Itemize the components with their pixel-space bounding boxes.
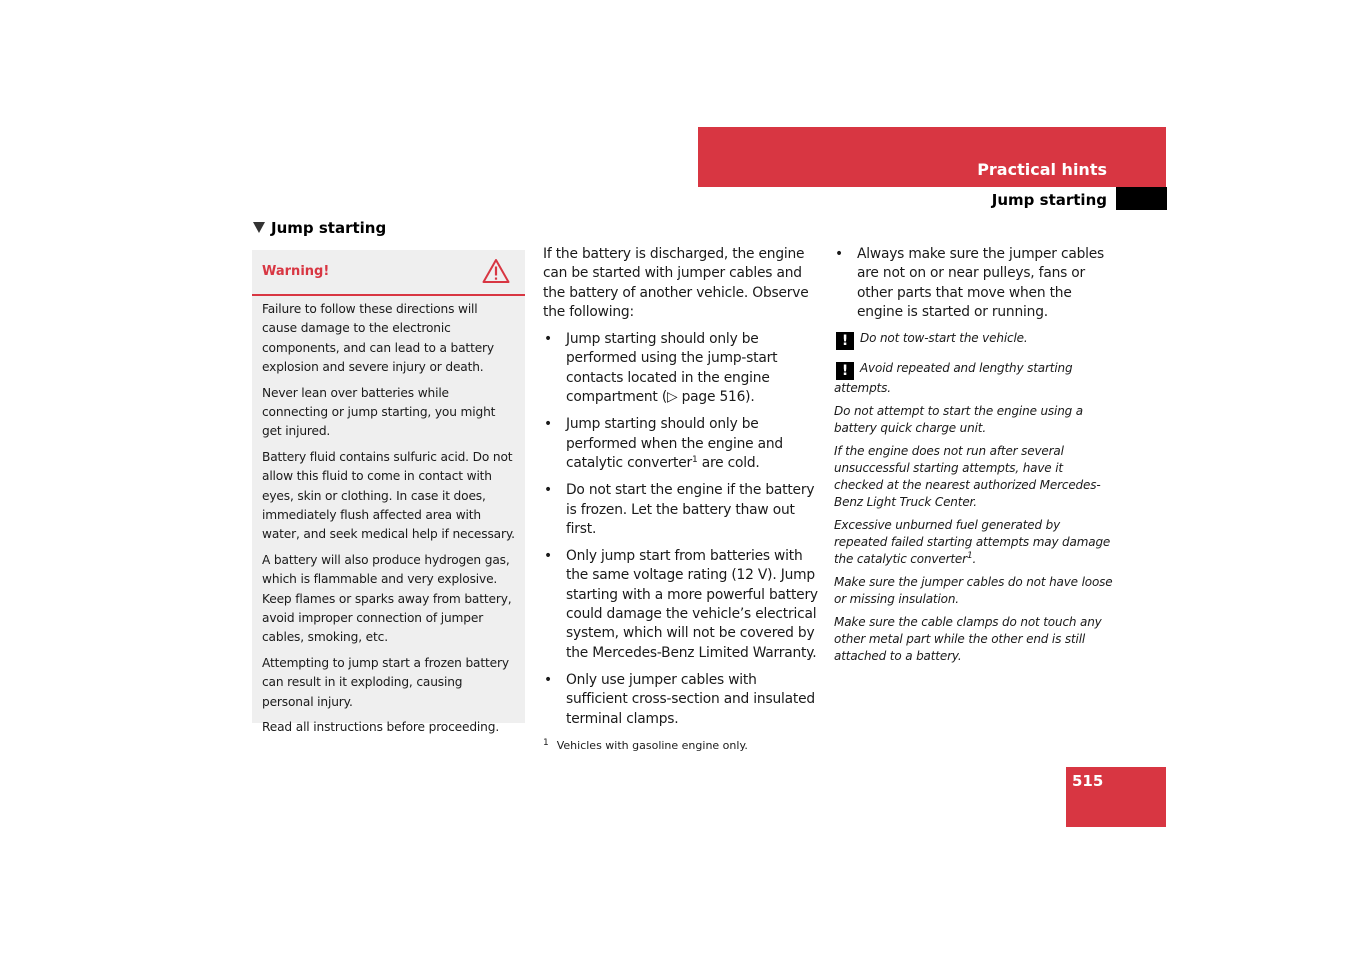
- warning-paragraph: A battery will also produce hydrogen gas, which is flammable and very explosive. Keep flames or sparks away from battery, avoid improper connection of jumper cables, smoking, etc.: [262, 553, 512, 645]
- warning-body: [252, 296, 525, 738]
- page-number: 515: [1072, 772, 1104, 790]
- list-item-text: Only jump start from batteries with the same voltage rating (12 V). Jump starting with a more powerful battery could damage the vehicle’s electrical system, which will not be covered by the Mercedes-Benz Limited Warranty.: [566, 548, 818, 661]
- list-item-text: Jump starting should only be performed using the jump-start contacts located in the engine compartment (▷ page 516).: [566, 331, 778, 406]
- warning-label: Warning!: [262, 264, 330, 279]
- warning-paragraph: Failure to follow these directions will cause damage to the electronic components, and can lead to a battery explosion and severe injury or death.: [262, 302, 494, 374]
- list-item: [543, 481, 821, 539]
- instruction-list: [543, 330, 821, 729]
- warning-header: [252, 250, 525, 296]
- note-text: Do not tow-start the vehicle.: [860, 331, 1028, 346]
- footnote-mark: 1: [543, 738, 549, 748]
- header-title: Practical hints: [977, 160, 1107, 179]
- header-black-tab: [1116, 187, 1167, 210]
- right-column: [834, 245, 1114, 671]
- footnote-ref: 1: [691, 454, 698, 465]
- note-text: Excessive unburned fuel generated by repeated failed starting attempts may damage the catalytic converter: [834, 518, 1111, 567]
- middle-column: [543, 245, 821, 737]
- exclamation-icon: !: [836, 332, 854, 350]
- section-heading: [253, 219, 386, 237]
- footnote-text: Vehicles with gasoline engine only.: [556, 739, 748, 752]
- note-service-center: If the engine does not run after several unsuccessful starting attempts, have it checked at the nearest authorized Mercedes-Benz Light Truck Center.: [834, 444, 1101, 510]
- warning-box: [252, 250, 525, 735]
- list-item: [543, 547, 821, 663]
- list-item-text: Always make sure the jumper cables are not on or near pulleys, fans or other parts that move when the engine is started or running.: [857, 246, 1105, 320]
- right-instruction-list: [834, 245, 1114, 322]
- list-item: [543, 671, 821, 729]
- footnote: [543, 738, 748, 752]
- list-item: [543, 415, 821, 473]
- warning-triangle-icon: [482, 258, 510, 284]
- note-quick-charge: Do not attempt to start the engine using a battery quick charge unit.: [834, 404, 1083, 436]
- intro-paragraph: If the battery is discharged, the engine can be started with jumper cables and the battery of another vehicle. Observe the following:: [543, 246, 809, 320]
- list-item-text: Only use jumper cables with sufficient cross-section and insulated terminal clamps.: [566, 671, 815, 727]
- note-unburned-fuel: [834, 517, 1114, 568]
- list-item-text: Jump starting should only be performed when the engine and catalytic converter: [566, 416, 783, 471]
- section-heading-text: Jump starting: [271, 219, 387, 237]
- warning-paragraph: Battery fluid contains sulfuric acid. Do not allow this fluid to come in contact with eyes, skin or clothing. In case it does, immediately flush affected area with water, and seek medical help if necessary.: [262, 450, 515, 542]
- warning-paragraph: Attempting to jump start a frozen battery can result in it exploding, causing personal injury.: [262, 656, 509, 709]
- note-text-end: .: [972, 552, 977, 567]
- warning-paragraph: Never lean over batteries while connecting or jump starting, you might get injured.: [262, 385, 496, 439]
- exclamation-icon: !: [836, 362, 854, 380]
- warning-paragraph: Read all instructions before proceeding.: [262, 720, 500, 735]
- list-item-text: Do not start the engine if the battery is frozen. Let the battery thaw out first.: [566, 482, 815, 537]
- note-starting-attempts: [834, 360, 1114, 397]
- header-subtitle: Jump starting: [991, 191, 1107, 209]
- note-tow-start: [834, 330, 1114, 350]
- note-text: Avoid repeated and lengthy starting attempts.: [834, 361, 1073, 396]
- triangle-down-icon: [253, 222, 265, 233]
- note-insulation: Make sure the jumper cables do not have loose or missing insulation.: [834, 575, 1113, 607]
- list-item-text-end: are cold.: [697, 454, 760, 471]
- list-item: [543, 330, 821, 407]
- list-item: [834, 245, 1114, 322]
- notes-section: [834, 330, 1114, 665]
- note-cable-clamps: Make sure the cable clamps do not touch any other metal part while the other end is still attached to a battery.: [834, 615, 1102, 664]
- footnote-ref: 1: [966, 551, 973, 562]
